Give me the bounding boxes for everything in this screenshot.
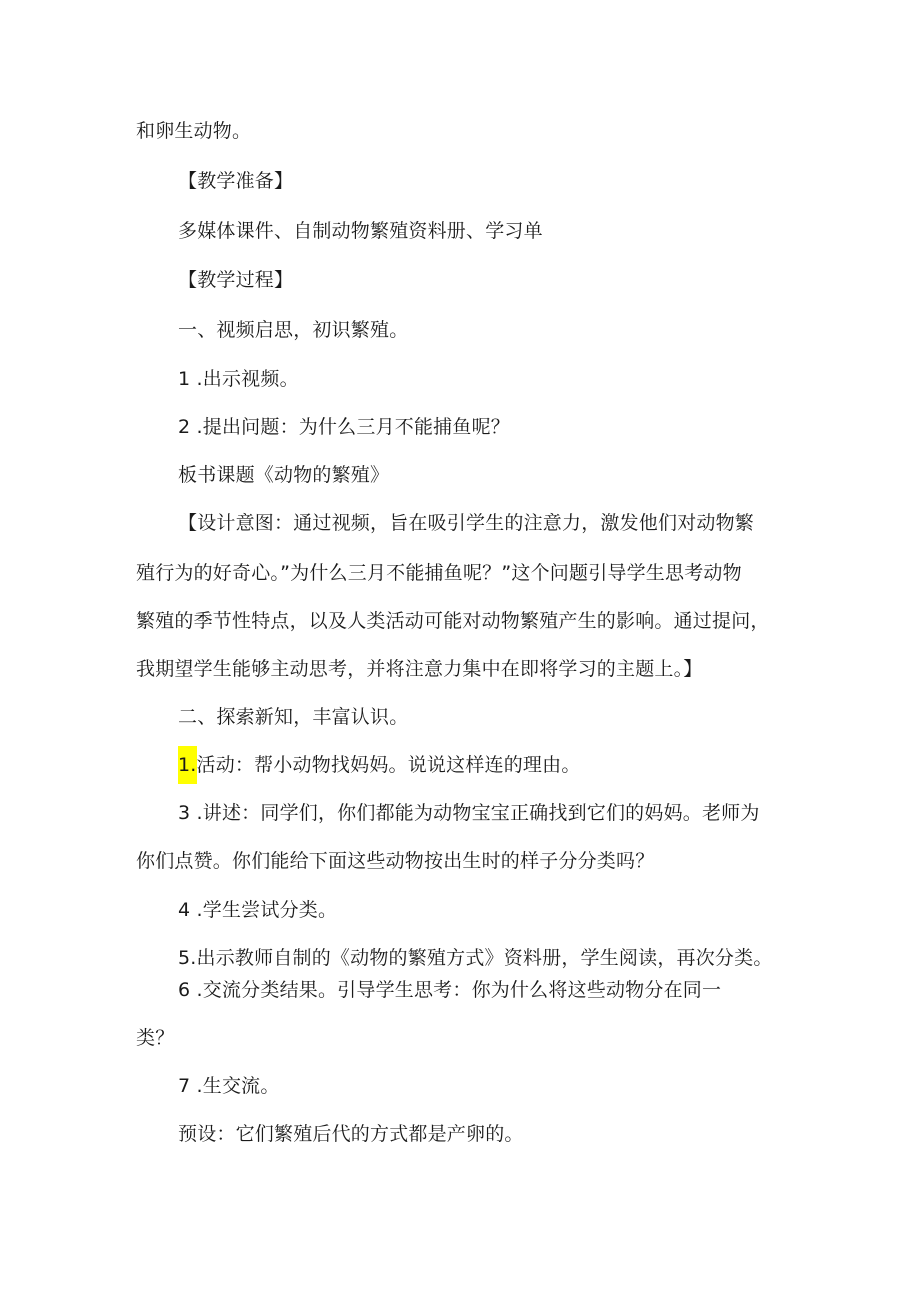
- list-number: 5.: [178, 947, 197, 969]
- list-item: [178, 1073, 280, 1099]
- line-text: 你们点赞。你们能给下面这些动物按出生时的样子分分类吗？: [136, 850, 655, 872]
- list-number: 4: [178, 899, 191, 921]
- design-intent-line: [136, 560, 742, 586]
- line-text: 【设计意图：通过视频，旨在吸引学生的注意力，激发他们对动物繁: [178, 512, 755, 534]
- line-text: 殖行为的好奇心。”为什么三月不能捕鱼呢？”这个问题引导学生思考动物: [136, 562, 742, 584]
- paragraph-line: [136, 848, 654, 874]
- line-text: 多媒体课件、自制动物繁殖资料册、学习单: [178, 220, 543, 242]
- paragraph-line: [136, 1025, 174, 1051]
- highlighted-list-number: 1.: [178, 746, 197, 784]
- paragraph-line: [178, 462, 389, 488]
- list-text: .提出问题：为什么三月不能捕鱼呢？: [190, 416, 510, 438]
- list-number: 2: [178, 416, 191, 438]
- list-number: 6: [178, 979, 191, 1001]
- section-heading-preparation: [178, 168, 293, 194]
- paragraph-line: [178, 218, 543, 244]
- section-title-one: [178, 317, 408, 343]
- line-text: 和卵生动物。: [136, 120, 252, 142]
- paragraph-line: [178, 1121, 524, 1147]
- list-item: [178, 945, 773, 971]
- list-text: .交流分类结果。引导学生思考：你为什么将这些动物分在同一: [190, 979, 722, 1001]
- list-text: .学生尝试分类。: [190, 899, 338, 921]
- list-text: 活动：帮小动物找妈妈。说说这样连的理由。: [196, 754, 581, 776]
- line-text: 一、视频启思，初识繁殖。: [178, 319, 409, 341]
- design-intent-line: [136, 656, 703, 682]
- line-text: 类？: [136, 1027, 175, 1049]
- line-text: 二、探索新知，丰富认识。: [178, 706, 409, 728]
- list-item: [178, 897, 337, 923]
- section-title-two: [178, 704, 408, 730]
- heading-text: 【教学准备】: [178, 170, 294, 192]
- section-heading-process: [178, 267, 293, 293]
- line-text: 板书课题《动物的繁殖》: [178, 464, 390, 486]
- heading-text: 【教学过程】: [178, 269, 294, 291]
- list-number: 3: [178, 802, 191, 824]
- list-text: .生交流。: [190, 1075, 280, 1097]
- list-number: 1: [178, 368, 191, 390]
- list-text: .出示视频。: [190, 368, 299, 390]
- line-text: 预设：它们繁殖后代的方式都是产卵的。: [178, 1123, 524, 1145]
- paragraph-line: [136, 118, 251, 144]
- line-text: 繁殖的季节性特点，以及人类活动可能对动物繁殖产生的影响。通过提问，: [136, 610, 770, 632]
- design-intent-line: [178, 510, 754, 536]
- list-item: [178, 800, 760, 826]
- list-text: 出示教师自制的《动物的繁殖方式》资料册，学生阅读，再次分类。: [196, 947, 773, 969]
- list-item: [178, 752, 581, 778]
- design-intent-line: [136, 608, 770, 634]
- list-item: [178, 366, 299, 392]
- list-text: .讲述：同学们，你们都能为动物宝宝正确找到它们的妈妈。老师为: [190, 802, 760, 824]
- list-number: 7: [178, 1075, 191, 1097]
- list-item: [178, 977, 721, 1003]
- line-text: 我期望学生能够主动思考，并将注意力集中在即将学习的主题上。】: [136, 658, 703, 680]
- list-item: [178, 414, 510, 440]
